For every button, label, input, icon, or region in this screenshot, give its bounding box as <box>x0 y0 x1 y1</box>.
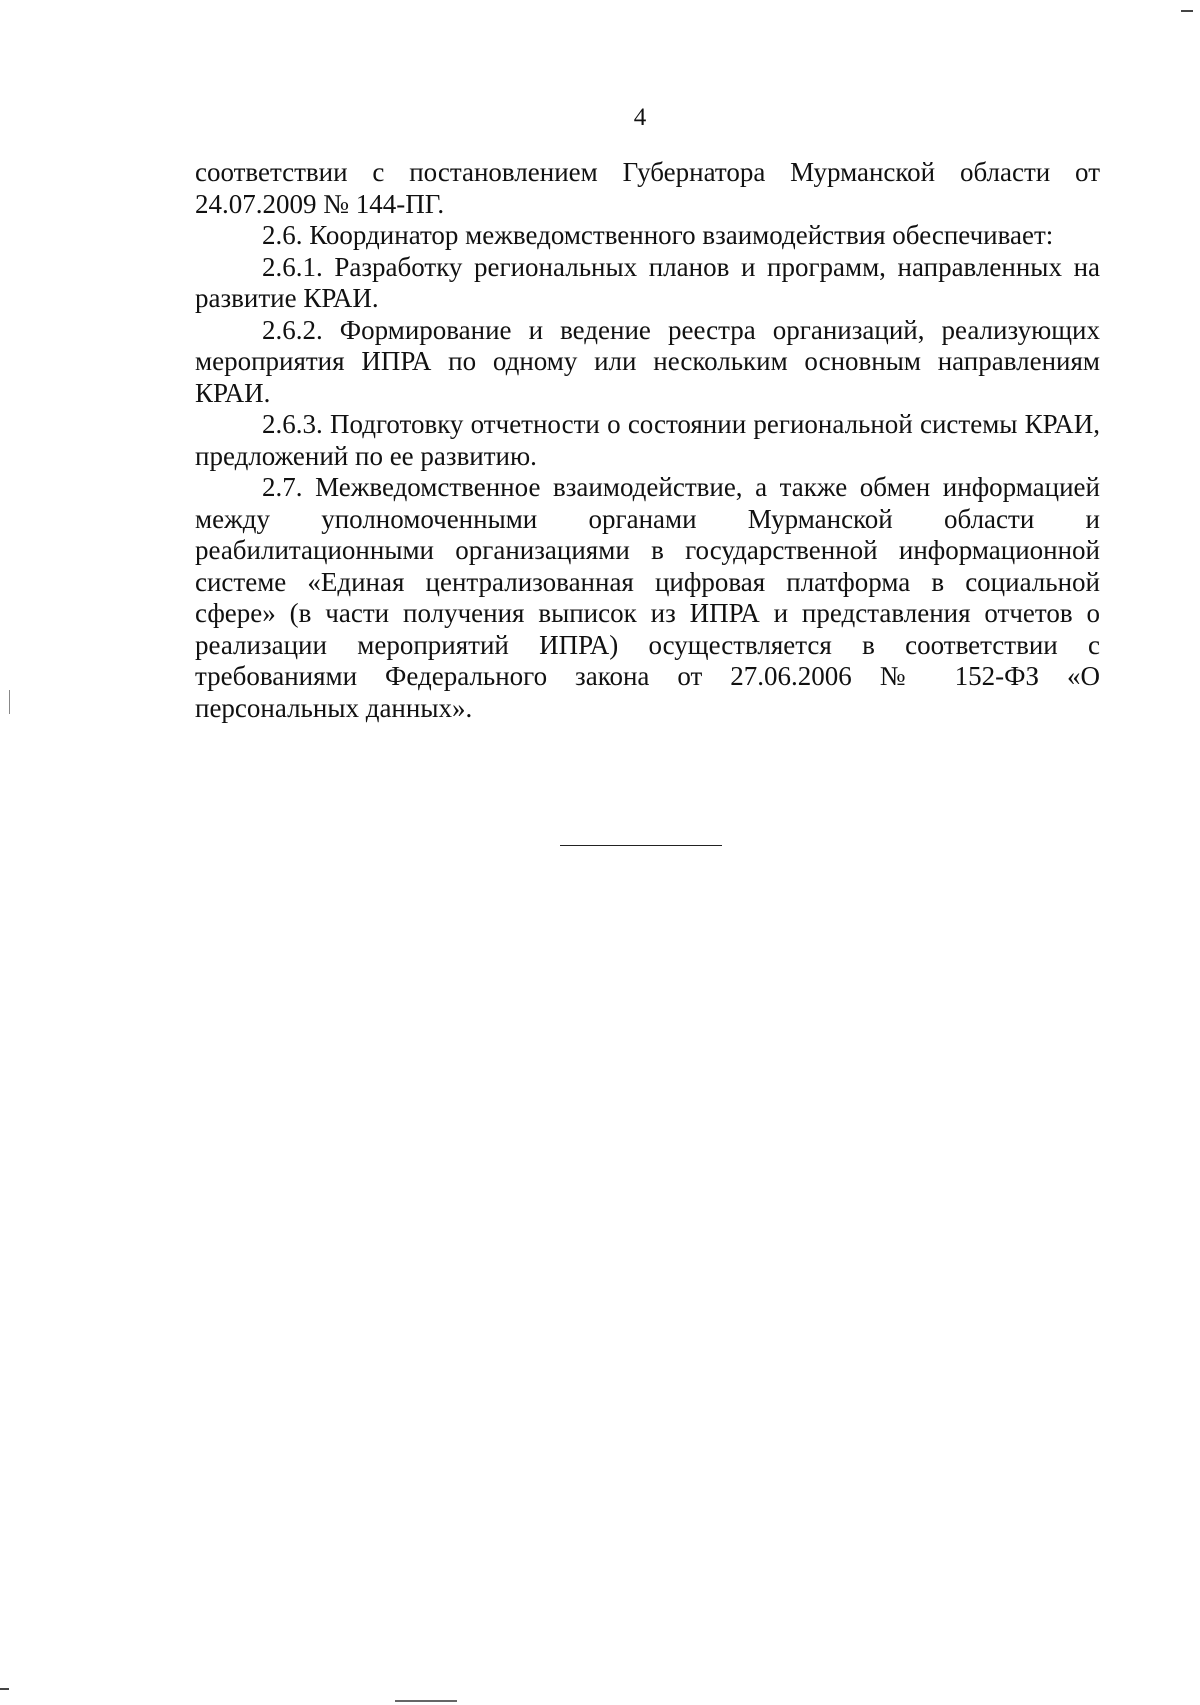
paragraph-2-7: 2.7. Межведомственное взаимодействие, а также обмен информацией между уполномоченными органами Мурманской области и реабилитационными организациями в государственной информационной системе «Единая централизованная цифровая платформа в социальной сфере» (в части получения выписок из ИПРА и представления отчетов о реализации мероприятий ИПРА) осуществляется в соответствии с требованиями Федерального закона от 27.06.2006 № 152-ФЗ «О персональных данных». <box>195 472 1100 723</box>
scan-mark-top-right <box>1181 10 1193 12</box>
paragraph-continuation: соответствии с постановлением Губернатора Мурманской области от 24.07.2009 № 144-ПГ. <box>195 157 1100 219</box>
paragraph-2-6-3: 2.6.3. Подготовку отчетности о состоянии региональной системы КРАИ, предложений по ее развитию. <box>195 409 1100 471</box>
document-body <box>195 157 1100 724</box>
paragraph-2-6-1: 2.6.1. Разработку региональных планов и программ, направленных на развитие КРАИ. <box>195 251 1100 313</box>
scan-mark-left-margin <box>9 690 10 714</box>
paragraph-2-6-2: 2.6.2. Формирование и ведение реестра организаций, реализующих мероприятия ИПРА по одному или нескольким основным направлениям КРАИ. <box>195 314 1100 408</box>
scan-mark-bottom-left <box>0 1688 9 1690</box>
scan-mark-bottom-center <box>395 1700 457 1702</box>
page-number: 4 <box>633 104 647 131</box>
end-of-text-rule <box>560 845 722 846</box>
paragraph-2-6: 2.6. Координатор межведомственного взаимодействия обеспечивает: <box>262 220 1054 250</box>
